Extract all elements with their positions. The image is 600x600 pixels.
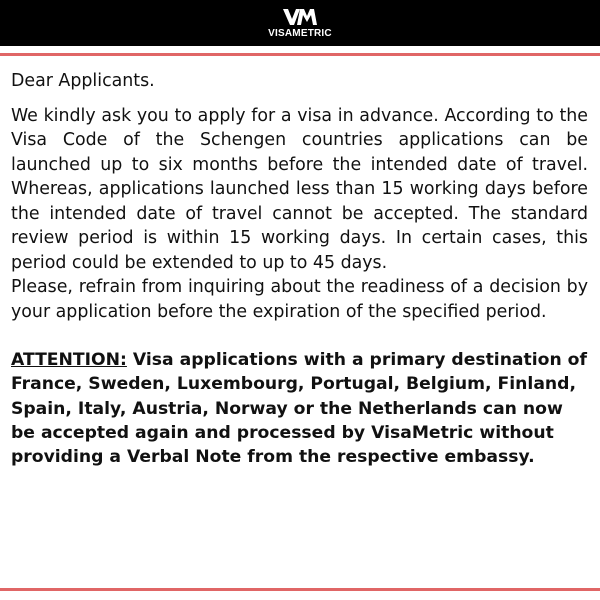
- greeting-text: Dear Applicants.: [11, 71, 155, 91]
- attention-label: ATTENTION:: [11, 350, 127, 370]
- brand-name: VISAMETRIC: [268, 27, 332, 39]
- attention-text: Visa applications with a primary destination of France, Sweden, Luxembourg, Portugal, Belgium, Finland, Spain, Italy, Austria, Norway or the Netherlands can now be accepted again and processed by VisaMetric without providing a Verbal Note from the respective embassy.: [11, 350, 587, 468]
- paragraph-spacer: [11, 324, 588, 348]
- header-bar: [0, 0, 600, 46]
- vm-logo-icon: [283, 8, 317, 26]
- notice-content: [0, 56, 600, 469]
- advance-application-paragraph: We kindly ask you to apply for a visa in advance. According to the Visa Code of the Schengen countries applications can be launched up to six months before the intended date of travel. Whereas, applications launched less than 15 working days before the intended date of travel cannot be accepted. The standard review period is within 15 working days. In certain cases, this period could be extended to up to 45 days.: [11, 105, 588, 273]
- bottom-divider: [0, 588, 600, 591]
- refrain-inquiry-paragraph: Please, refrain from inquiring about the readiness of a decision by your application before the expiration of the specified period.: [11, 277, 588, 322]
- attention-notice: [11, 348, 588, 469]
